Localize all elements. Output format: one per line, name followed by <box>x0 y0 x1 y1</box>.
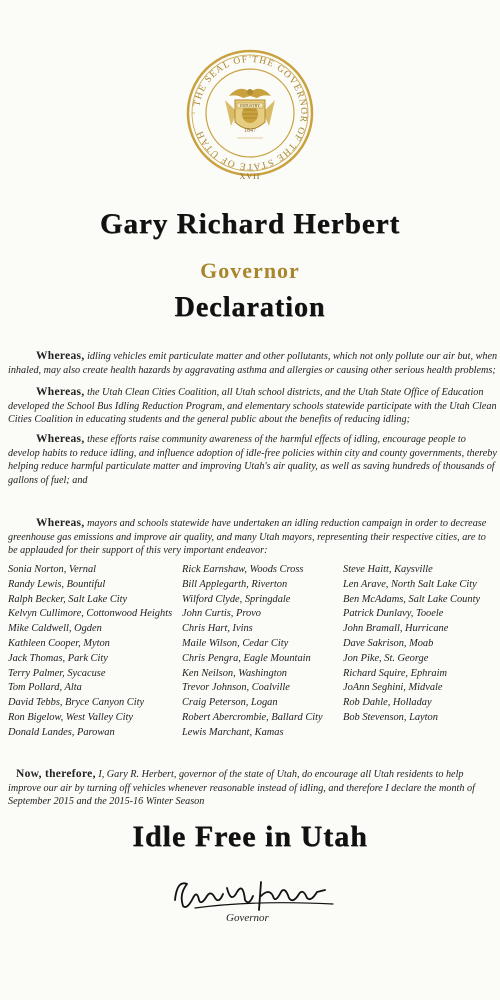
mayor-entry: Steve Haitt, Kaysville <box>343 564 433 575</box>
mayor-entry: Len Arave, North Salt Lake City <box>343 578 477 590</box>
mayor-entry: JoAnn Seghini, Midvale <box>343 682 443 694</box>
seal-emblem-icon <box>185 48 315 178</box>
mayor-entry: Ben McAdams, Salt Lake County <box>343 593 481 605</box>
mayor-entry: Mike Caldwell, Ogden <box>8 623 102 635</box>
svg-text:1847: 1847 <box>244 128 256 134</box>
mayor-entry: Donald Landes, Parowan <box>8 726 115 738</box>
closing-lead: Now, therefore, <box>16 768 96 780</box>
mayor-entry: Bill Applegarth, Riverton <box>182 578 288 590</box>
declared-title: Idle Free in Utah <box>132 820 368 853</box>
mayor-entry: Kelvyn Cullimore, Cottonwood Heights <box>8 608 173 620</box>
governor-name: Gary Richard Herbert <box>99 208 401 240</box>
mayor-entry: Craig Peterson, Logan <box>182 697 278 709</box>
svg-text:THE SEAL OF THE GOVERNOR OF TH: THE SEAL OF THE GOVERNOR OF THE STATE OF UTAH <box>192 54 309 172</box>
office-title: Governor <box>200 258 300 283</box>
mayor-entry: Jon Pike, St. George <box>343 652 429 664</box>
mayor-entry: Patrick Dunlavy, Tooele <box>343 608 444 620</box>
mayor-entry: Ralph Becker, Salt Lake City <box>8 593 128 605</box>
whereas-text: idling vehicles emit particulate matter and other pollutants, which not only pollute our air but, when inhaled, may also create health hazards by aggravating asthma and allergies or causing other serious health problems; <box>8 351 498 376</box>
mayor-entry: Terry Palmer, Sycacuse <box>8 667 106 679</box>
whereas-text: these efforts raise community awareness of the harmful effects of idling, encourage people to develop habits to reduce idling, and influence adoption of idle-free policies within city and county governments, thereby helping reduce harmful particulate matter and improving Utah's air quality, as well as saving hundreds of thousands of gallons of fuel; and <box>8 434 497 486</box>
signature-title: Governor <box>226 912 269 924</box>
mayor-entry: John Curtis, Provo <box>182 608 261 620</box>
mayor-entry: Rob Dahle, Holladay <box>343 697 432 709</box>
mayor-entry: John Bramall, Hurricane <box>343 623 449 635</box>
mayor-entry: Jack Thomas, Park City <box>8 652 108 664</box>
mayor-list-column-1 <box>8 563 172 741</box>
mayor-entry: David Tebbs, Bryce Canyon City <box>8 697 145 709</box>
document-title: Declaration <box>174 292 326 323</box>
governor-seal <box>185 48 315 178</box>
whereas-text: mayors and schools statewide have undertaken an idling reduction campaign in order to decrease greenhouse gas emissions and improve air quality, and many Utah mayors, representing their respective cities, are to be applauded for their support of this very important endeavor: <box>8 518 487 556</box>
whereas-text: the Utah Clean Cities Coalition, all Utah school districts, and the Utah State Office of Education developed the School Bus Idling Reduction Program, and elementary schools statewide participate with the Utah Clean Cities Coalition in educating students and the general public about the benefits of reducing idling; <box>8 387 497 425</box>
mayor-entry: Bob Stevenson, Layton <box>343 711 438 723</box>
mayor-entry: Tom Pollard, Alta <box>8 682 82 694</box>
mayor-list-column-3 <box>343 563 480 726</box>
mayor-entry: Robert Abercrombie, Ballard City <box>182 711 323 723</box>
mayor-entry: Ken Neilson, Washington <box>182 667 287 679</box>
mayor-entry: Lewis Marchant, Kamas <box>182 726 284 738</box>
seal-numeral: XVII <box>239 172 261 181</box>
mayor-list-column-2 <box>182 563 323 741</box>
mayor-entry: Kathleen Cooper, Myton <box>8 637 110 649</box>
mayor-entry: Richard Squire, Ephraim <box>343 667 447 679</box>
closing-text: I, Gary R. Herbert, governor of the state of Utah, do encourage all Utah residents to help improve our air by turning off vehicles whenever reasonable instead of idling, and therefore I declare the month of September 2015 and the 2015-16 Winter Season <box>8 769 475 807</box>
mayor-entry: Trevor Johnson, Coalville <box>182 682 290 694</box>
whereas-lead: Whereas, <box>36 433 85 445</box>
whereas-lead: Whereas, <box>36 350 85 362</box>
whereas-paragraph-4 <box>8 517 498 558</box>
mayor-entry: Maile Wilson, Cedar City <box>182 637 289 649</box>
mayor-entry: Chris Pengra, Eagle Mountain <box>182 652 311 664</box>
closing-paragraph <box>8 768 498 809</box>
mayor-entry: Ron Bigelow, West Valley City <box>8 711 133 723</box>
mayor-entry: Randy Lewis, Bountiful <box>8 578 106 590</box>
mayor-entry: Dave Sakrison, Moab <box>343 637 434 649</box>
mayor-entry: Chris Hart, Ivins <box>182 623 253 635</box>
svg-text:INDUSTRY: INDUSTRY <box>239 103 261 108</box>
mayor-entry: Wilford Clyde, Springdale <box>182 593 291 605</box>
whereas-paragraph-1 <box>8 350 498 377</box>
mayor-entry: Rick Earnshaw, Woods Cross <box>182 564 304 575</box>
mayor-entry: Sonia Norton, Vernal <box>8 564 97 575</box>
whereas-paragraph-3 <box>8 433 498 487</box>
whereas-lead: Whereas, <box>36 386 85 398</box>
whereas-lead: Whereas, <box>36 517 85 529</box>
whereas-paragraph-2 <box>8 386 498 427</box>
